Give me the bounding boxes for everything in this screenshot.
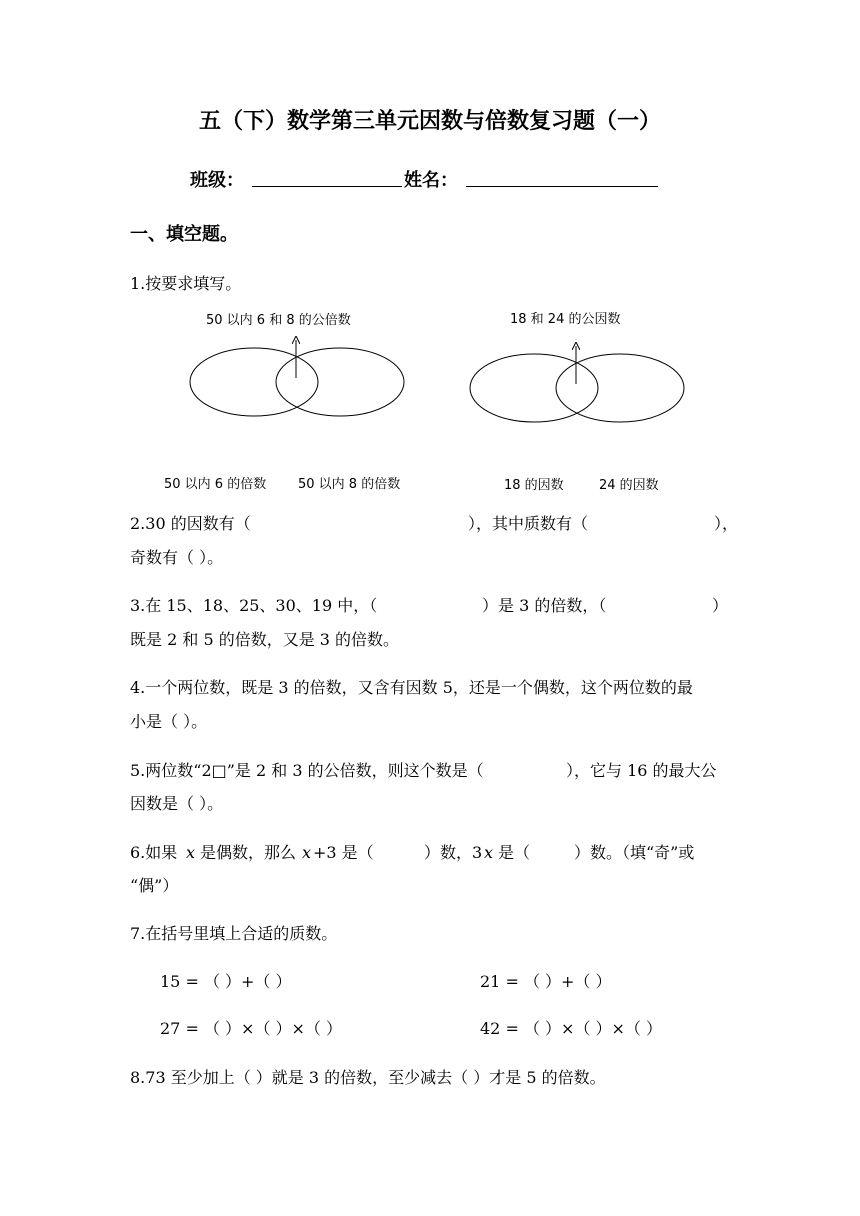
equation-3: 27 = （ ）×（ ）×（ ） — [160, 1019, 343, 1038]
question-5-part-b: ），它与 16 的最大公 — [566, 761, 717, 780]
question-6-line-2: “偶”） — [130, 876, 179, 895]
question-3-part-a: 3.在 15、18、25、30、19 中，（ — [130, 596, 378, 615]
question-3-part-c: ） — [712, 596, 729, 615]
venn-1-right-label: 50 以内 8 的倍数 — [298, 477, 401, 492]
venn-2-left-circle — [470, 354, 598, 422]
question-5-line-2: 因数是（ ）。 — [130, 794, 224, 813]
question-6-part-e: 是（ — [498, 843, 531, 862]
question-6-part-c: +3 是（ — [313, 843, 374, 862]
variable-x: x — [302, 843, 312, 862]
venn-1-right-circle — [276, 348, 404, 416]
question-6-part-b: 是偶数，那么 — [200, 843, 297, 862]
question-4-line-1: 4.一个两位数，既是 3 的倍数，又含有因数 5，还是一个偶数，这个两位数的最 — [130, 678, 693, 697]
question-6-part-a: 6.如果 — [130, 843, 178, 862]
question-4-line-2: 小是（ ）。 — [130, 712, 208, 731]
equation-4: 42 = （ ）×（ ）×（ ） — [480, 1019, 663, 1038]
venn-2-left-label: 18 的因数 — [504, 478, 564, 493]
question-6-part-d: ）数，3 — [424, 843, 483, 862]
equation-2: 21 = （ ）+（ ） — [480, 972, 612, 991]
question-8: 8.73 至少加上（ ）就是 3 的倍数，至少减去（ ）才是 5 的倍数。 — [130, 1068, 606, 1087]
venn-1-top-label: 50 以内 6 和 8 的公倍数 — [206, 313, 351, 328]
question-3-part-b: ）是 3 的倍数，（ — [482, 596, 607, 615]
question-2-line-2: 奇数有（ ）。 — [130, 548, 224, 567]
name-label: 姓名： — [404, 170, 458, 191]
section-heading: 一、填空题。 — [130, 224, 238, 245]
venn-2 — [470, 346, 684, 422]
venn-1-left-circle — [190, 348, 318, 416]
question-6-part-f: ）数。（填“奇”或 — [574, 843, 695, 862]
class-label: 班级： — [190, 170, 244, 191]
venn-1 — [190, 340, 404, 416]
page-title: 五（下）数学第三单元因数与倍数复习题（一） — [198, 109, 661, 134]
question-5-part-a: 5.两位数“2□”是 2 和 3 的公倍数，则这个数是（ — [130, 761, 484, 780]
question-7: 7.在括号里填上合适的质数。 — [130, 924, 338, 943]
question-1: 1.按要求填写。 — [130, 274, 242, 293]
venn-2-right-label: 24 的因数 — [599, 478, 659, 493]
variable-x: x — [484, 843, 494, 862]
venn-2-top-label: 18 和 24 的公因数 — [510, 312, 621, 327]
venn-1-left-label: 50 以内 6 的倍数 — [164, 477, 267, 492]
venn-2-right-circle — [556, 354, 684, 422]
question-2-part-b: ），其中质数有（ — [468, 514, 589, 533]
question-3-line-2: 既是 2 和 5 的倍数，又是 3 的倍数。 — [130, 630, 400, 649]
question-2-part-c: ）， — [714, 514, 739, 533]
variable-x: x — [186, 843, 196, 862]
equation-1: 15 = （ ）+（ ） — [160, 972, 292, 991]
question-2-part-a: 2.30 的因数有（ — [130, 514, 251, 533]
